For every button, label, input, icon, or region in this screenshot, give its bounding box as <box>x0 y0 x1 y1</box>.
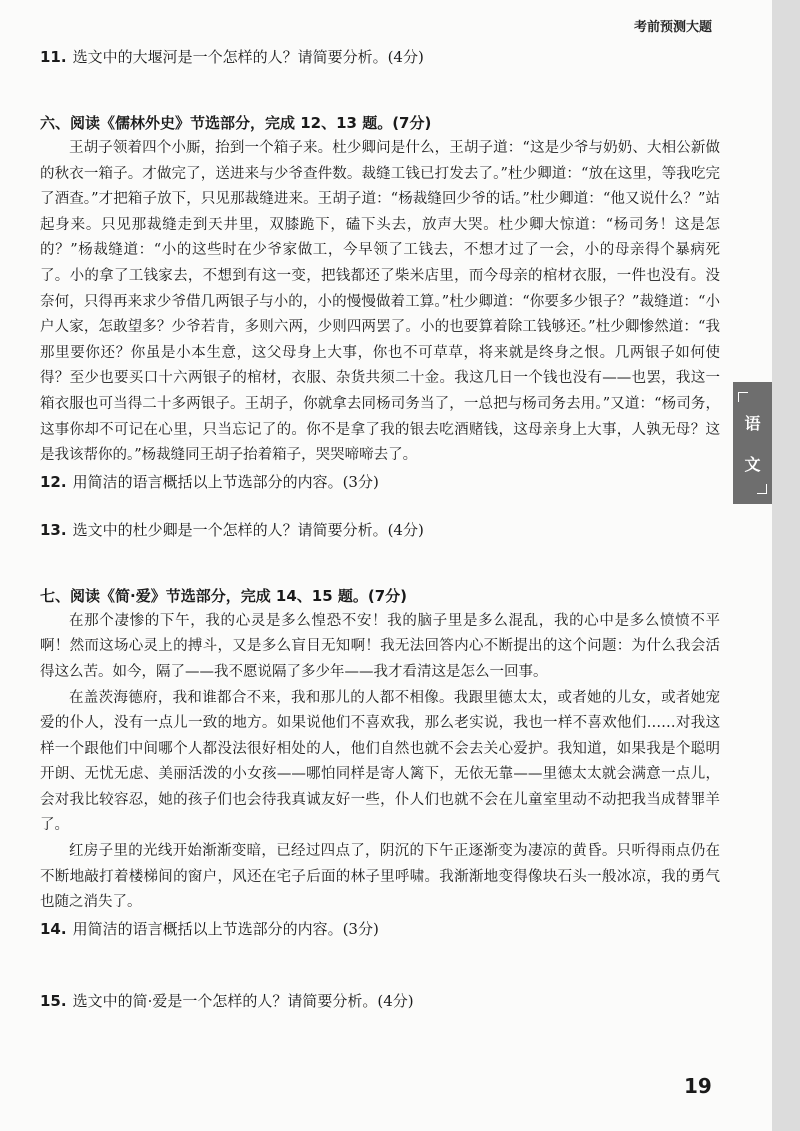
question-14 <box>40 916 720 942</box>
running-header: 考前预测大题 <box>633 20 712 35</box>
section-7-title: 七、阅读《简·爱》节选部分，完成 14、15 题。(7分) <box>40 586 408 605</box>
question-text: 用简洁的语言概括以上节选部分的内容。(3分) <box>72 472 379 491</box>
question-11 <box>40 44 720 70</box>
section-6-title: 六、阅读《儒林外史》节选部分，完成 12、13 题。(7分) <box>40 114 432 132</box>
question-12 <box>40 469 720 495</box>
question-number: 13. <box>40 520 67 539</box>
section-7-paragraph-2: 在盖茨海德府，我和谁都合不来，我和那儿的人都不相像。我跟里德太太，或者她的儿女，或者她宠爱的仆人，没有一点儿一致的地方。如果说他们不喜欢我，那么老实说，我也一样不喜欢他们……对我这样一个跟他们中间哪个人都没法很好相处的人，他们自然也就不会去关心爱护。我知道，如果我是个聪明开朗、无忧无虑、美丽活泼的小女孩——哪怕同样是寄人篱下，无依无靠——里德太太就会满意一点儿，会对我比较容忍，她的孩子们也会待我真诚友好一些，仆人们也就不会在儿童室里动不动把我当成替罪羊了。 <box>40 689 720 834</box>
question-number: 15. <box>40 991 67 1010</box>
subject-tab-char-1: 语 <box>744 414 761 433</box>
question-text: 用简洁的语言概括以上节选部分的内容。(3分) <box>72 919 379 938</box>
question-13 <box>40 517 720 543</box>
question-number: 11. <box>40 48 67 66</box>
section-6-passage: 王胡子领着四个小厮，抬到一个箱子来。杜少卿问是什么，王胡子道：“这是少爷与奶奶、大相公新做的秋衣一箱子。才做完了，送进来与少爷查件数。裁缝工钱已打发去了。”杜少卿道：“放在这里，等我吃完了酒查。”才把箱子放下，只见那裁缝进来。王胡子道：“杨裁缝回少爷的话。”杜少卿道：“他又说什么？”站起身来。只见那裁缝走到天井里，双膝跪下，磕下头去，放声大哭。杜少卿大惊道：“杨司务！这是怎的？”杨裁缝道：“小的这些时在少爷家做工，今早领了工钱去，不想才过了一会，小的母亲得个暴病死了。小的拿了工钱家去，不想到有这一变，把钱都还了柴米店里，而今母亲的棺材衣服，一件也没有。没奈何，只得再来求少爷借几两银子与小的，小的慢慢做着工算。”杜少卿道：“你要多少银子？”裁缝道：“小户人家，怎敢望多？少爷若肯，多则六两，少则四两罢了。小的也要算着除工钱够还。”杜少卿惨然道：“我那里要你还？你虽是小本生意，这父母身上大事，你也不可草草，将来就是终身之恨。几两银子如何使得？至少也要买口十六两银子的棺材，衣服、杂货共须二十金。我这几日一个钱也没有——也罢，我这一箱衣服也可当得二十多两银子。王胡子，你就拿去同杨司务当了，一总把与杨司务去用。”又道：“杨司务，这事你却不可记在心里，只当忘记了的。你不是拿了我的银去吃酒赌钱，这母亲身上大事，人孰无母？这是我该帮你的。”杨裁缝同王胡子抬着箱子，哭哭啼啼去了。 <box>40 140 720 464</box>
question-15 <box>40 988 720 1014</box>
section-7-paragraph-3: 红房子里的光线开始渐渐变暗，已经过四点了，阴沉的下午正逐渐变为凄凉的黄昏。只听得雨点仍在不断地敲打着楼梯间的窗户，风还在宅子后面的林子里呼啸。我渐渐地变得像块石头一般冰凉，我的勇气也随之消失了。 <box>40 843 720 911</box>
bracket-bottom-right <box>757 484 767 494</box>
question-text: 选文中的杜少卿是一个怎样的人？请简要分析。(4分) <box>72 520 424 539</box>
subject-tab <box>733 382 772 504</box>
question-text: 选文中的大堰河是一个怎样的人？请简要分析。(4分) <box>72 48 424 66</box>
page-number: 19 <box>684 1074 712 1098</box>
page-content <box>40 44 720 1014</box>
bracket-top-left <box>738 392 748 402</box>
question-text: 选文中的简·爱是一个怎样的人？请简要分析。(4分) <box>72 991 414 1010</box>
section-7-paragraph-1: 在那个凄惨的下午，我的心灵是多么惶恐不安！我的脑子里是多么混乱，我的心中是多么愤愤不平啊！然而这场心灵上的搏斗，又是多么盲目无知啊！我无法回答内心不断提出的这个问题：为什么我会活得这么苦。如今，隔了——我不愿说隔了多少年——我才看清这是怎么一回事。 <box>40 612 720 680</box>
subject-tab-char-2: 文 <box>744 455 761 474</box>
question-number: 14. <box>40 919 67 938</box>
question-number: 12. <box>40 472 67 491</box>
